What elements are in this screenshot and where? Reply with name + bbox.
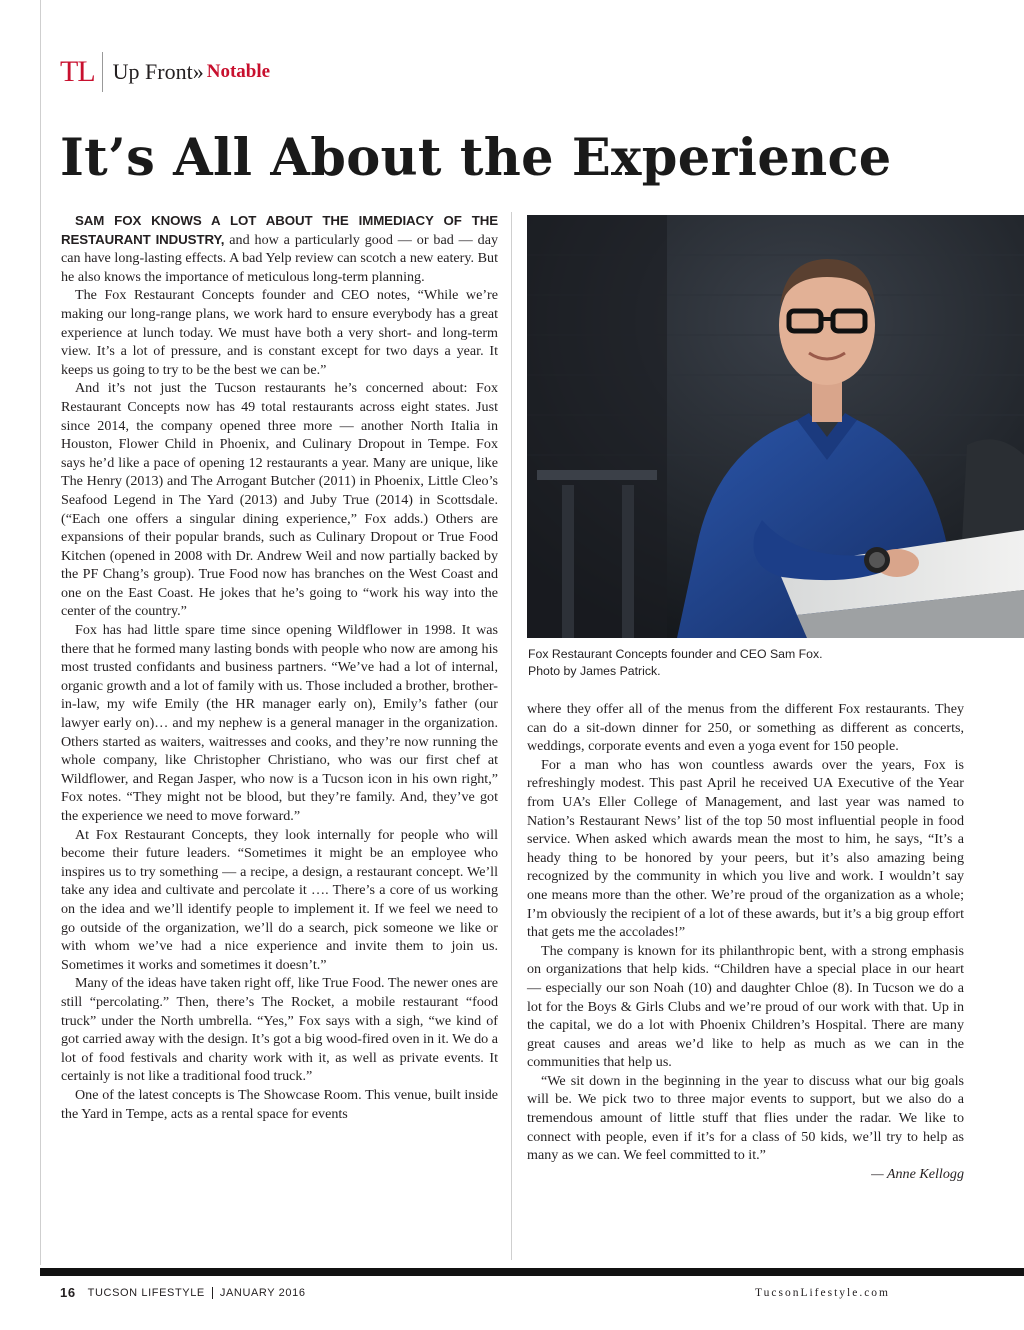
- paragraph: “We sit down in the beginning in the year to discuss what our big goals will be. We pick two to three major events to support, but we also do a tremendous amount of little stuff that flies under the radar. We like to connect with people, even if it’s for a class of 50 kids, we’ll try to help as many as we can. We feel committed to it.”: [527, 1072, 964, 1164]
- paragraph: For a man who has won countless awards over the years, Fox is refreshingly modest. This past April he received UA Executive of the Year from UA’s Eller College of Management, and last year was named to Nation’s Restaurant News’ list of the top 50 most influential people in food service. When asked which awards mean the most to him, he says, “It’s a heady thing to be honored by your peers, but it’s also amazing being recognized by the community in which you live and work. I wouldn’t say one means more than the other. We’re proud of the organization as a whole; I’m obviously the recipient of a lot of these awards, but it’s a big group effort that gets me the accolades!”: [527, 756, 964, 941]
- section-separator: »: [192, 59, 204, 84]
- portrait-illustration: [527, 215, 1024, 638]
- footer-divider: [212, 1287, 213, 1299]
- lead-paragraph: [61, 212, 498, 286]
- photo-credit: Photo by James Patrick.: [528, 664, 661, 678]
- caption-text: Fox Restaurant Concepts founder and CEO Sam Fox.: [528, 647, 823, 661]
- portrait-photo: [527, 215, 1024, 638]
- paragraph: And it’s not just the Tucson restaurants he’s concerned about: Fox Restaurant Concepts now has 49 total restaurants across eight states. Just since 2014, the company opened three more — another North Italia in Houston, Flower Child in Phoenix, and Culinary Dropout in Tempe. Fox says he’d like a pace of opening 12 restaurants a year. Many are unique, like The Henry (2013) and The Arrogant Butcher (2011) in Phoenix, Little Cleo’s Seafood Legend in The Yard (2013) and Juby True (2014) in Scottsdale. (“Each one offers a singular dining experience,” Fox adds.) Others are expansions of their popular brands, such as Culinary Dropout or True Food Kitchen (opened in 2008 with Dr. Andrew Weil and now partially backed by the PF Chang’s group). True Food now has branches on the West Coast and one on the East Coast. He jokes that he’s going to “work his way into the center of the country.”: [61, 380, 498, 620]
- issue-date: JANUARY 2016: [219, 1286, 306, 1299]
- paragraph: The company is known for its philanthropic bent, with a strong emphasis on organizations that help kids. “Children have a special place in our heart — especially our son Noah (10) and daughter Chloe (8). In Tucson we do a lot for the Boys & Girls Clubs and we’re proud of our work with that. Up in the capital, we do a lot with Phoenix Children’s Hospital. There are many great causes and areas we’d like to help as much as we can in the communities that help us.: [527, 942, 964, 1071]
- article-headline: It’s All About the Experience: [60, 128, 892, 188]
- margin-rule: [40, 0, 41, 1265]
- paragraph: At Fox Restaurant Concepts, they look internally for people who will become their future leaders. “Sometimes it might be an employee who inspires us to try something — a recipe, a design, a restaurant concept. We’ll take any idea and cultivate and percolate it …. There’s a core of us working on the idea and we’ll identify people to implement it. If we feel we need to go outside of the organization, we’ll do a search, pick someone we like or with whom we’ve had a nice experience and invite them to join us. Sometimes it works and sometimes it doesn’t.”: [61, 826, 498, 973]
- website-url: TucsonLifestyle.com: [755, 1286, 890, 1299]
- article-column-left: [61, 212, 498, 1123]
- page-number: 16: [60, 1285, 76, 1300]
- author-signature: — Anne Kellogg: [871, 1165, 964, 1182]
- paragraph: The Fox Restaurant Concepts founder and CEO notes, “While we’re making our long-range plans, we work hard to ensure everybody has a great experience at lunch today. We must have both a very short- and long-term view. It’s a lot of pressure, and is constant except for two days a year. It keeps us going to try to be the best we can be.”: [61, 287, 498, 378]
- subsection-label: Notable: [206, 61, 271, 82]
- paragraph: Many of the ideas have taken right off, like True Food. The newer ones are still “percolating.” Then, there’s The Rocket, a mobile restaurant “food truck” under the North umbrella. “Yes,” Fox says with a sigh, “we kind of got carried away with the design. It’s got a big wood-fired oven in it. We do a lot of food festivals and charity work with it, as well as private events. It certainly is not like a traditional food truck.”: [61, 975, 498, 1085]
- page-footer: [60, 1285, 890, 1300]
- footer-rule: [40, 1268, 1024, 1276]
- column-divider: [511, 212, 512, 1260]
- publication-name: TUCSON LIFESTYLE: [87, 1286, 205, 1299]
- section-label: Up Front: [112, 59, 193, 84]
- paragraph: Fox has had little spare time since opening Wildflower in 1998. It was there that he formed many lasting bonds with people who now are among his most trusted confidants and business partners. “We’ve had a lot of internal, organic growth and a lot of family with us. Those included a brother, brother-in-law, my wife Emily (the HR manager early on), Emily’s father (our lawyer early on)… and my nephew is a general manager in the organization. Others started as waiters, waitresses and cooks, and they’re now running the whole company, like Christopher Christiano, who was our first chef at Wildflower, and Regan Jasper, who now is a Tucson icon in his own right,” Fox notes. “They might not be blood, but they’re family. And, they’ve got the experience we need to move forward.”: [61, 622, 498, 824]
- photo-caption: [528, 646, 968, 680]
- paragraph-text: and how a particularly good — or bad — day can have long-lasting effects. A bad Yelp review can scotch a new eatery. But he also knows the importance of meticulous long-term planning.: [61, 231, 498, 285]
- lead-in: SAM FOX KNOWS A LOT ABOUT THE IMMEDIACY OF THE RESTAURANT INDUSTRY,: [61, 213, 498, 247]
- paragraph: where they offer all of the menus from the different Fox restaurants. They can do a sit-down dinner for 250, or something as different as concerts, weddings, corporate events and even a yoga event for 150 people.: [527, 701, 964, 755]
- magazine-logo: TL: [60, 55, 95, 88]
- paragraph: One of the latest concepts is The Showcase Room. This venue, built inside the Yard in Tempe, acts as a rental space for events: [61, 1086, 498, 1122]
- section-header: [60, 52, 270, 92]
- header-divider: [102, 52, 103, 92]
- article-column-right: [527, 700, 964, 1183]
